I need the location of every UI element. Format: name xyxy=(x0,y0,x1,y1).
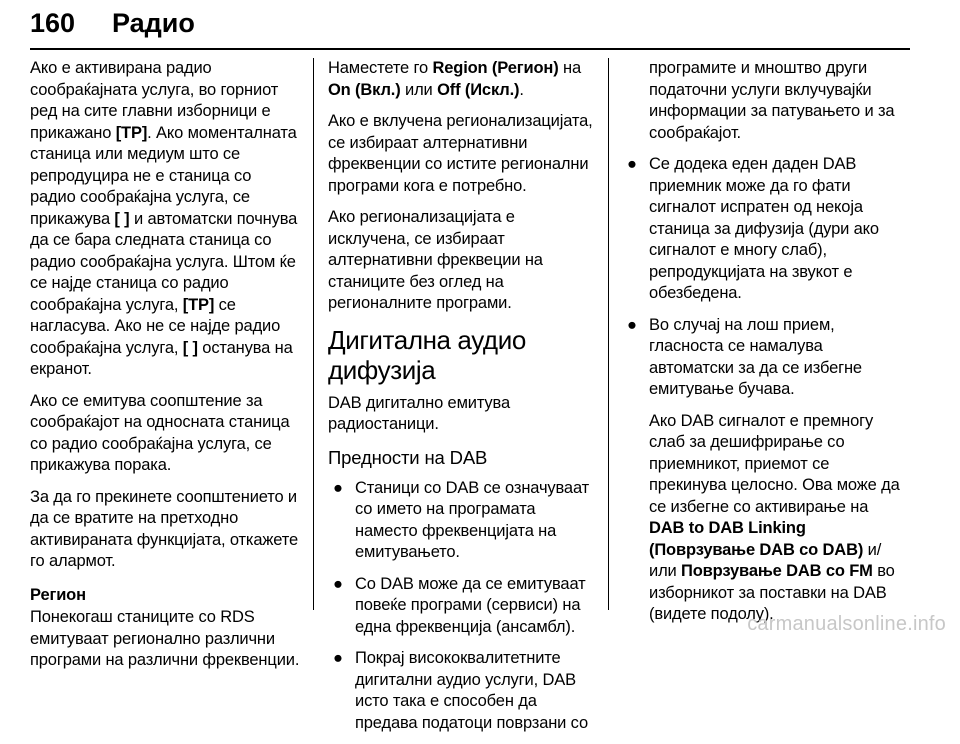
regionalization-off-paragraph: Ако регионализацијата е исклучена, се избираат алтернативни фреквеции на станиците без оглед на регионалните програми. xyxy=(328,208,543,312)
region-setting-paragraph xyxy=(328,58,598,101)
bullet-icon: ● xyxy=(627,315,637,334)
column-divider xyxy=(608,58,609,610)
text-run: или xyxy=(400,80,438,99)
on-option-text: On (Вкл.) xyxy=(328,80,401,99)
list-item xyxy=(622,315,902,626)
column-left xyxy=(30,58,300,682)
text-run: Ако е активирана радио сообраќајната услуга, во горниот ред на сите главни изборници е прикажано xyxy=(30,59,279,142)
bullet-icon: ● xyxy=(333,478,343,497)
text-run: Наместете го xyxy=(328,59,433,77)
bullet-icon: ● xyxy=(333,574,343,593)
off-option-text: Off (Искл.) xyxy=(437,80,520,99)
text-run: и автоматски почнува да се бара следната станица со радио сообраќајна услуга. Штом ќе се најде станица со радио сообраќајна услуга, xyxy=(30,209,298,314)
bullet-icon: ● xyxy=(333,649,343,667)
region-option-text: Region (Регион) xyxy=(432,59,559,77)
page-number: 160 xyxy=(30,8,76,38)
text-run: и/или xyxy=(649,540,882,580)
list-item xyxy=(328,574,598,639)
dab-intro-paragraph: DAB дигитално емитува радиостаници. xyxy=(328,393,510,433)
column-right xyxy=(622,58,902,636)
regionalization-on-paragraph: Ако е вклучена регионализацијата, се избираат алтернативни фреквенции со истите регионални програми кога е потребно. xyxy=(328,112,593,195)
tp-indicator-text: [TP] xyxy=(182,295,215,314)
dab-linking-option-text: DAB to DAB Linking (Поврзување DAB со DAB) xyxy=(649,519,864,559)
dab-advantages-heading: Предности на DAB xyxy=(328,446,488,468)
column-middle xyxy=(328,58,598,744)
list-item-text: Покрај висококвалитетните дигитални аудио услуги, DAB исто така е способен да предава податоци поврзани со xyxy=(355,649,588,732)
tp-indicator-text: [TP] xyxy=(115,123,148,142)
list-item-text: Се додека еден даден DAB приемник може да го фати сигналот испратен од некоја станица за дифузија (дури ако сигналот е многу слаб), репродукцијата на звукот е обезбедена. xyxy=(649,155,879,302)
list-item xyxy=(622,154,902,305)
text-run: . Ако моменталната станица или медиум што се репродуцира не е станица со радио сообраќајна услуга, се прикажува xyxy=(30,123,297,228)
bullet-icon: ● xyxy=(627,155,637,173)
text-run: . xyxy=(519,80,524,99)
list-item-text: Со DAB може да се емитуваат повеќе програми (сервиси) на една фреквенција (ансамбл). xyxy=(355,574,586,636)
watermark: carmanualsonline.info xyxy=(747,613,946,635)
announcement-paragraph: Ако се емитува соопштение за сообраќајот на односната станица со радио сообраќајна услуга, се прикажува порака. xyxy=(30,391,290,474)
cancel-alarm-paragraph: За да го прекинете соопштението и да се вратите на претходно активираната функцијата, откажете го алармот. xyxy=(30,487,298,570)
list-item-continuation: програмите и мноштво други податочни услуги вклучувајќи информации за патувањето и за сообраќајот. xyxy=(649,59,895,142)
text-run: останува на екранот. xyxy=(30,338,293,378)
text-run: Ако DAB сигналот е премногу слаб за дешифрирање со приемникот, приемот се прекинува целосно. Ова може да се избегне со активирање на xyxy=(649,411,900,516)
region-paragraph: Понекогаш станиците со RDS емитуваат регионално различни програми на различни фреквенции. xyxy=(30,608,300,669)
list-item xyxy=(328,478,598,564)
traffic-program-paragraph xyxy=(30,58,300,381)
column-divider xyxy=(313,58,314,610)
header-rule xyxy=(30,48,910,50)
text-run: во изборникот за поставки на DAB (видете подолу). xyxy=(649,562,895,623)
text-run: се нагласува. Ако не се најде радио сообраќајна услуга, xyxy=(30,295,281,357)
dab-linking-paragraph xyxy=(649,411,902,626)
list-item-text: Во случај на лош прием, гласноста се намалува автоматски за да се избегне емитување бучава. xyxy=(649,315,862,398)
text-run: на xyxy=(558,59,581,77)
dab-advantages-list-continued xyxy=(622,154,902,626)
dab-advantages-list xyxy=(328,478,598,735)
region-heading: Регион xyxy=(30,585,86,604)
dab-fm-linking-option-text: Поврзување DAB со FM xyxy=(681,562,873,580)
dab-section-heading: Дигитална аудио дифузија xyxy=(328,324,526,385)
list-item-text: Станици со DAB се означуваат со името на програмата наместо фреквенцијата на емитувањето. xyxy=(355,478,590,561)
empty-indicator-text: [ ] xyxy=(114,209,130,228)
list-item xyxy=(328,648,598,734)
page-title: Радио xyxy=(112,8,195,38)
empty-indicator-text: [ ] xyxy=(182,338,198,357)
